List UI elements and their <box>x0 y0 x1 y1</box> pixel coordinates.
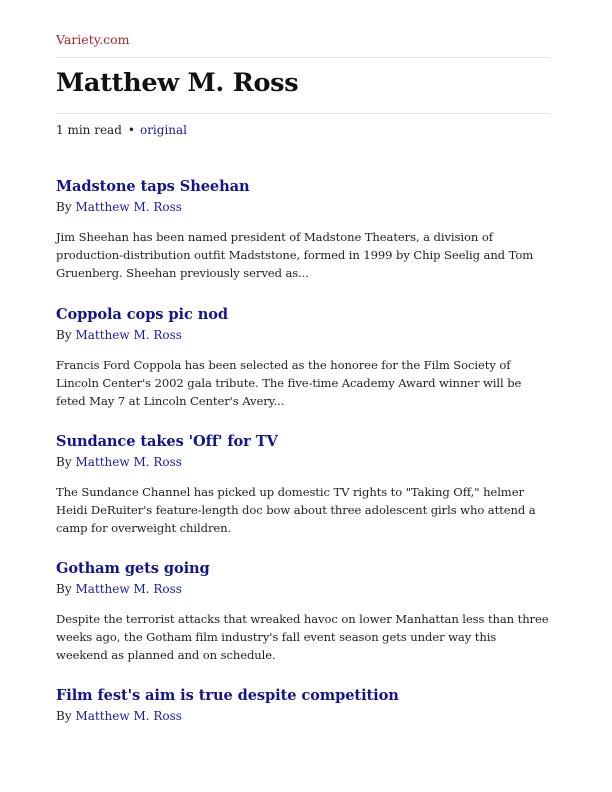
article-excerpt: Francis Ford Coppola has been selected as the honoree for the Film Society of Lincoln Center's 2002 gala tribute. The five-time Academy Award winner will be feted May 7 at Lincoln Center's Avery... <box>56 358 522 408</box>
article-headline-link[interactable]: Film fest's aim is true despite competition <box>56 687 399 704</box>
author-link[interactable]: Matthew M. Ross <box>75 582 182 596</box>
source-link[interactable]: Variety.com <box>56 32 130 47</box>
bullet-separator: • <box>127 123 135 137</box>
byline <box>56 200 550 214</box>
article-headline-link[interactable]: Gotham gets going <box>56 560 210 577</box>
byline <box>56 582 550 596</box>
article-item <box>56 306 550 410</box>
byline-prefix: By <box>56 582 72 596</box>
article-excerpt: Jim Sheehan has been named president of Madstone Theaters, a division of production-distribution outfit Madststone, formed in 1999 by Chip Seelig and Tom Gruenberg. Sheehan previously served as... <box>56 230 534 280</box>
byline <box>56 328 550 342</box>
read-time: 1 min read <box>56 123 122 137</box>
meta-line <box>56 123 187 137</box>
author-link[interactable]: Matthew M. Ross <box>75 328 182 342</box>
article-headline-link[interactable]: Madstone taps Sheehan <box>56 178 250 195</box>
article-item <box>56 433 550 537</box>
byline-prefix: By <box>56 328 72 342</box>
article-headline-link[interactable]: Sundance takes 'Off' for TV <box>56 433 278 450</box>
article-item <box>56 178 550 282</box>
byline-prefix: By <box>56 455 72 469</box>
byline <box>56 709 550 723</box>
article-excerpt: Despite the terrorist attacks that wreaked havoc on lower Manhattan less than three weeks ago, the Gotham film industry's fall event season gets under way this weekend as planned and on schedule. <box>56 612 549 662</box>
divider <box>56 57 550 58</box>
original-link[interactable]: original <box>139 123 188 137</box>
divider <box>56 113 550 114</box>
author-link[interactable]: Matthew M. Ross <box>75 200 182 214</box>
article-excerpt: The Sundance Channel has picked up domestic TV rights to "Taking Off," helmer Heidi DeRuiter's feature-length doc bow about three adolescent girls who attend a camp for overweight children. <box>56 485 536 535</box>
page-title: Matthew M. Ross <box>56 68 299 98</box>
byline <box>56 455 550 469</box>
byline-prefix: By <box>56 200 72 214</box>
article-item <box>56 687 550 723</box>
article-headline-link[interactable]: Coppola cops pic nod <box>56 306 228 323</box>
article-item <box>56 560 550 664</box>
author-link[interactable]: Matthew M. Ross <box>75 455 182 469</box>
byline-prefix: By <box>56 709 72 723</box>
author-link[interactable]: Matthew M. Ross <box>75 709 182 723</box>
